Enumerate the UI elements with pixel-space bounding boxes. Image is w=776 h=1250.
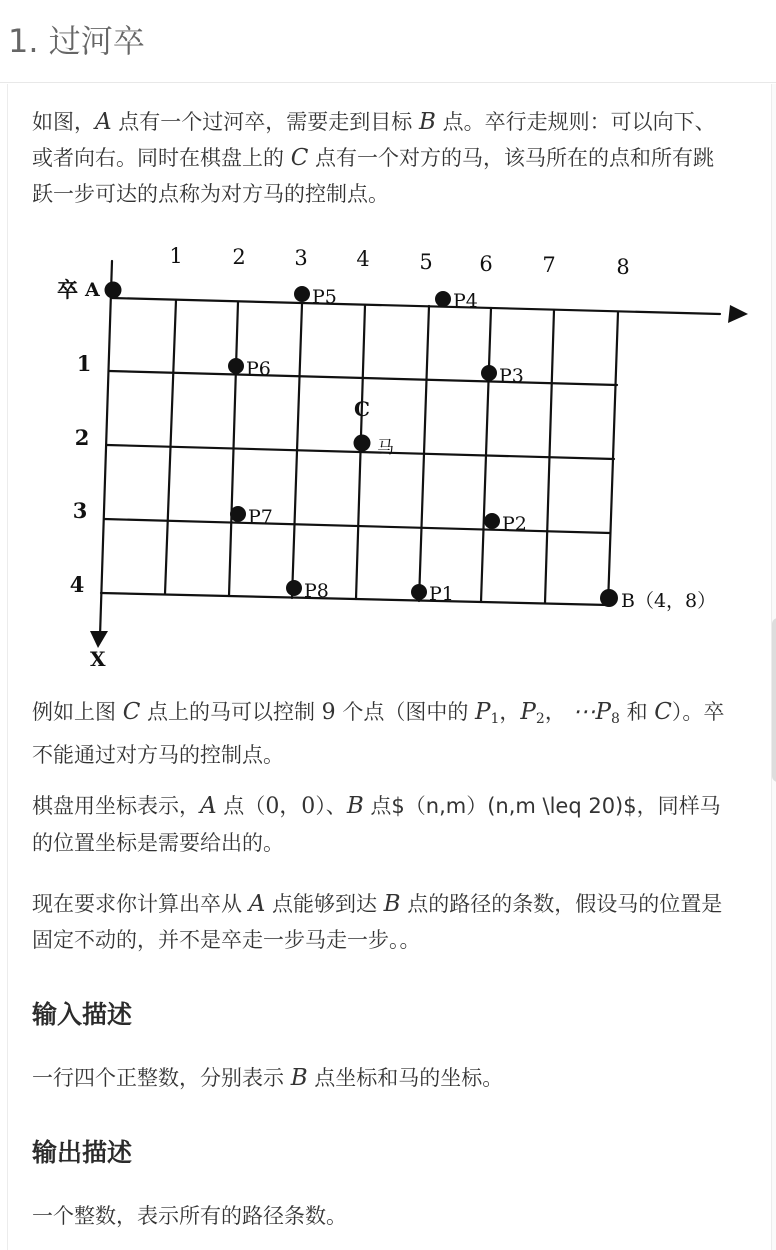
control-point-p3-label: P3: [499, 365, 524, 387]
control-point-p7-label: P7: [248, 506, 273, 528]
horse-point-marker: [354, 435, 371, 452]
row-label: 4: [69, 572, 85, 597]
text-run: 点有一个对方的马，该马所在的点和所有跳跃一步可达的点称为对方马的控制点。: [32, 146, 714, 206]
pawn-label: 卒: [57, 278, 78, 302]
row-label: 3: [72, 498, 88, 523]
text-run: 点上的马可以控制: [140, 700, 322, 724]
horse-label: 马: [377, 438, 394, 458]
math-var-b: B: [290, 1065, 308, 1091]
control-point-p7-marker: [230, 506, 246, 522]
control-point-p8-label: P8: [304, 580, 329, 602]
text-run: ，: [499, 700, 521, 724]
end-point-label: B（4，8）: [621, 590, 717, 612]
problem-description-paragraph: [32, 104, 732, 212]
math-var-b: B: [346, 793, 364, 819]
coordinate-paragraph: [32, 788, 732, 861]
column-label: 4: [356, 247, 370, 271]
chessboard-svg: [30, 236, 750, 676]
text-run: ）。卒不能通过对方马的控制点。: [32, 700, 725, 767]
end-point-marker: [600, 589, 618, 607]
math-var-a: A: [200, 793, 217, 819]
text-run: ）、: [315, 794, 347, 818]
column-label: 8: [616, 255, 630, 279]
column-label: 2: [232, 245, 246, 269]
control-point-p5-marker: [294, 286, 310, 302]
column-label: 6: [479, 252, 493, 276]
title-bar: [0, 0, 776, 83]
text-run: 和: [619, 700, 655, 724]
math-subscript: 1: [490, 711, 500, 727]
scrollbar-thumb[interactable]: [772, 618, 776, 782]
row-label: 1: [76, 351, 92, 376]
math-var-p: P: [520, 699, 536, 725]
column-label: 7: [542, 253, 556, 277]
control-point-p4-marker: [435, 291, 451, 307]
math-var-b: B: [418, 109, 436, 135]
column-label: 5: [419, 250, 433, 274]
input-description-heading: 输入描述: [32, 1000, 133, 1029]
math-coordinates: 0，0: [265, 794, 316, 819]
row-label: 2: [74, 425, 90, 450]
input-description-text: [32, 1060, 732, 1096]
text-run: 棋盘用坐标表示，: [32, 794, 200, 818]
math-var-c: C: [122, 699, 141, 725]
text-run: 点能够到达: [265, 892, 384, 916]
control-point-p6-label: P6: [246, 358, 271, 380]
control-points-paragraph: [32, 694, 732, 773]
control-point-p1-marker: [411, 584, 427, 600]
output-description-text: 一个整数，表示所有的路径条数。: [32, 1204, 347, 1228]
row-line-0: [112, 298, 720, 314]
row-line-4: [101, 593, 608, 605]
control-point-p1-label: P1: [429, 583, 454, 605]
x-axis-label: X: [90, 647, 106, 671]
text-run: 点$（n,m）(n,m \leq 20)$，同样马的位置坐标是需要给出的。: [32, 794, 721, 855]
control-point-p4-label: P4: [453, 290, 478, 312]
text-run: 点的路径的条数，假设马的位置是固定不动的，并不是卒走一步马走一步。。: [32, 892, 723, 952]
control-point-p5-label: P5: [312, 286, 337, 308]
page-title: 1. 过河卒: [8, 22, 145, 60]
math-number: 9: [321, 700, 336, 725]
task-paragraph: [32, 886, 732, 958]
math-subscript: 8: [611, 711, 620, 727]
control-point-p6-marker: [228, 358, 244, 374]
control-point-p3-marker: [481, 365, 497, 381]
text-run: 一行四个正整数，分别表示: [32, 1066, 291, 1090]
x-axis-down-arrow-icon: [90, 631, 108, 648]
text-run: 点有一个过河卒，需要走到目标: [111, 110, 419, 134]
math-var-p: ⋯P: [572, 699, 611, 725]
text-run: ，: [544, 700, 573, 724]
text-run: 例如上图: [32, 700, 123, 724]
math-var-a: A: [95, 109, 112, 135]
math-var-p: P: [475, 699, 491, 725]
column-label: 1: [169, 244, 183, 268]
math-var-c: C: [290, 145, 309, 171]
col-line-0: [100, 261, 112, 636]
text-run: 现在要求你计算出卒从: [32, 892, 249, 916]
control-point-p2-label: P2: [502, 513, 527, 535]
column-label: 3: [294, 246, 308, 270]
text-run: 点（: [216, 794, 266, 818]
x-axis-right-arrow-icon: [728, 305, 748, 323]
chessboard-diagram: [30, 236, 750, 676]
control-point-p8-marker: [286, 580, 302, 596]
text-run: 点。卒行走规则：可以向下、或者向右。同时在棋盘上的: [32, 110, 716, 170]
output-description-heading: 输出描述: [32, 1138, 133, 1167]
start-point-marker: [105, 282, 122, 299]
text-run: 个点（图中的: [335, 700, 476, 724]
math-subscript: 2: [535, 711, 545, 727]
math-var-c: C: [654, 699, 672, 725]
center-c-label: C: [354, 397, 370, 421]
control-point-p2-marker: [484, 513, 500, 529]
text-run: 点坐标和马的坐标。: [307, 1066, 504, 1090]
math-var-b: B: [383, 891, 401, 917]
text-run: 如图，: [32, 110, 95, 134]
math-var-a: A: [248, 891, 266, 917]
start-point-label: A: [85, 279, 100, 301]
